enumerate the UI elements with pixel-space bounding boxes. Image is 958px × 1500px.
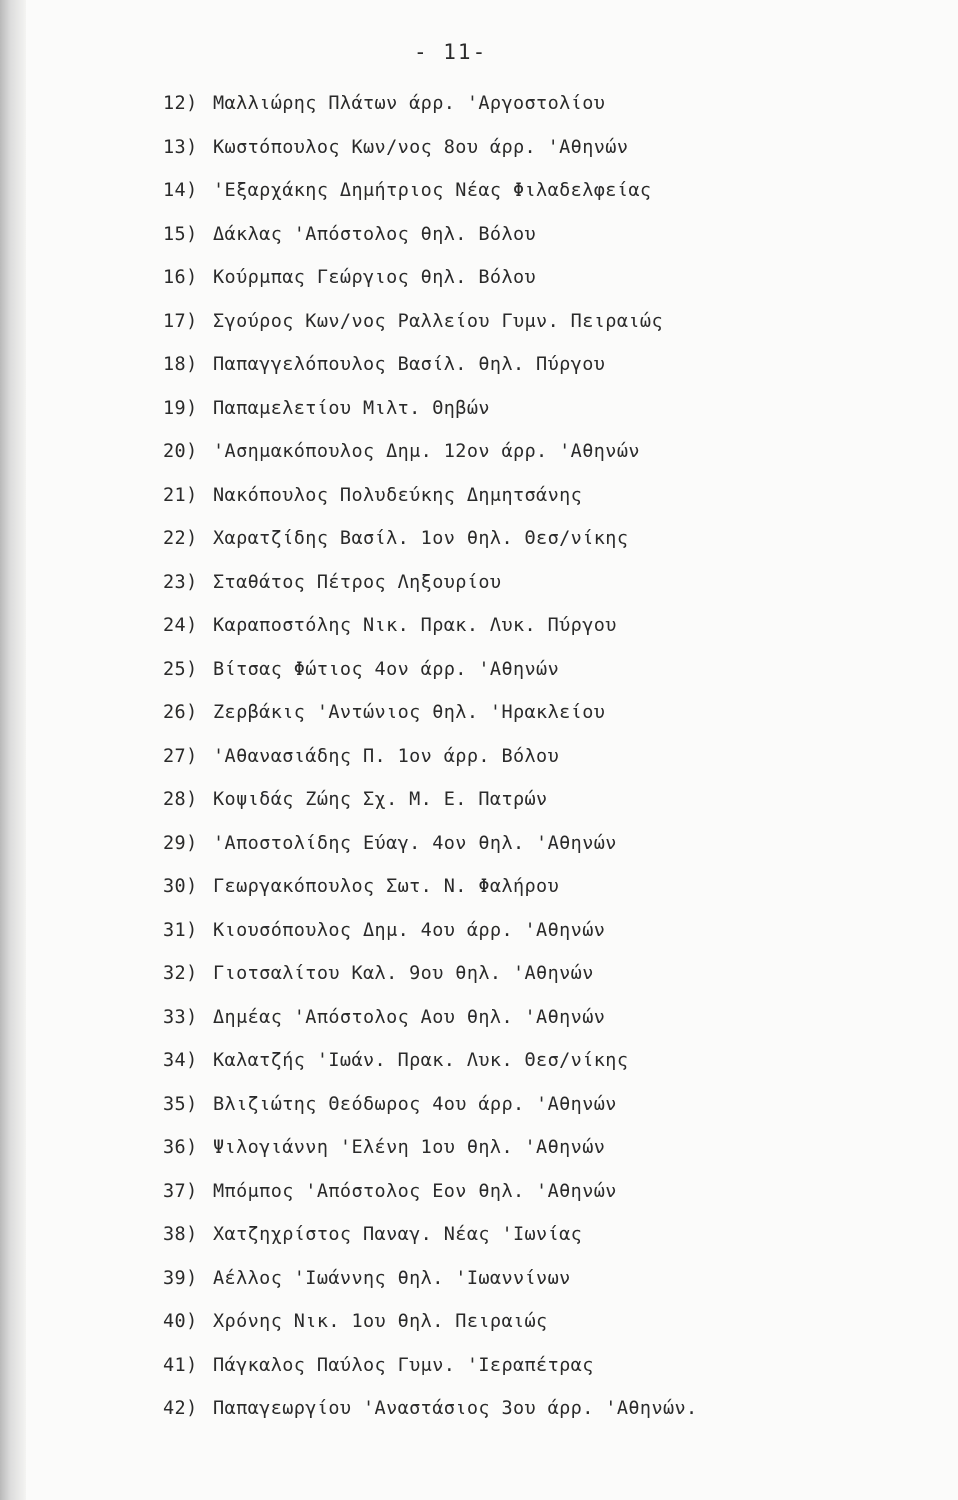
list-item <box>163 1213 803 1257</box>
entry-text: Ζερβάκις 'Αντώνιος θηλ. 'Ηρακλείου <box>213 702 606 723</box>
entry-number: 40) <box>163 1311 198 1332</box>
list-item <box>163 778 803 822</box>
list-item <box>163 169 803 213</box>
list-item <box>163 822 803 866</box>
entry-number: 19) <box>163 397 198 419</box>
entry-number: 30) <box>163 876 198 897</box>
entry-number: 42) <box>163 1398 198 1419</box>
entry-number: 35) <box>163 1093 198 1115</box>
entry-number: 32) <box>163 963 198 984</box>
entry-text: Δημέας 'Απόστολος Αου θηλ. 'Αθηνών <box>213 1006 606 1028</box>
list-item <box>163 1300 803 1344</box>
list-item <box>163 82 803 126</box>
entry-text: 'Εξαρχάκης Δημήτριος Νέας Φιλαδελφείας <box>213 180 652 201</box>
entry-number: 31) <box>163 919 198 941</box>
entry-number: 29) <box>163 832 198 854</box>
entry-text: Ψιλογιάννη 'Ελένη 1ου θηλ. 'Αθηνών <box>213 1137 606 1158</box>
entry-text: Χρόνης Νικ. 1ου θηλ. Πειραιώς <box>213 1311 548 1332</box>
entry-number: 24) <box>163 615 198 636</box>
entry-text: Παπαμελετίου Μιλτ. Θηβών <box>213 397 490 419</box>
entry-number: 25) <box>163 658 198 680</box>
entry-number: 17) <box>163 310 198 332</box>
entry-list <box>163 82 803 1431</box>
entry-text: Σγούρος Κων/νος Ραλλείου Γυμν. Πειραιώς <box>213 310 663 332</box>
list-item <box>163 387 803 431</box>
list-item <box>163 1170 803 1214</box>
entry-number: 18) <box>163 354 198 375</box>
entry-number: 13) <box>163 136 198 158</box>
list-item <box>163 952 803 996</box>
entry-text: Κωστόπουλος Κων/νος 8ου άρρ. 'Αθηνών <box>213 136 629 158</box>
list-item <box>163 1126 803 1170</box>
list-item <box>163 430 803 474</box>
list-item <box>163 691 803 735</box>
list-item <box>163 213 803 257</box>
page-number: - 11- <box>414 40 488 64</box>
list-item <box>163 1083 803 1127</box>
entry-number: 28) <box>163 789 198 810</box>
entry-text: Νακόπουλος Πολυδεύκης Δημητσάνης <box>213 484 583 506</box>
entry-text: Κιουσόπουλος Δημ. 4ου άρρ. 'Αθηνών <box>213 919 606 941</box>
list-item <box>163 474 803 518</box>
entry-text: Γεωργακόπουλος Σωτ. Ν. Φαλήρου <box>213 876 560 897</box>
list-item <box>163 343 803 387</box>
entry-number: 33) <box>163 1006 198 1028</box>
entry-text: Παπαγγελόπουλος Βασίλ. θηλ. Πύργου <box>213 354 606 375</box>
entry-text: Καλατζής 'Ιωάν. Πρακ. Λυκ. Θεσ/νίκης <box>213 1050 629 1071</box>
entry-number: 41) <box>163 1354 198 1376</box>
entry-text: Κοψιδάς Ζώης Σχ. Μ. Ε. Πατρών <box>213 789 548 810</box>
entry-text: Αέλλος 'Ιωάννης θηλ. 'Ιωαννίνων <box>213 1267 571 1289</box>
entry-number: 14) <box>163 180 198 201</box>
entry-number: 20) <box>163 441 198 462</box>
entry-number: 34) <box>163 1050 198 1071</box>
entry-number: 22) <box>163 528 198 549</box>
entry-number: 21) <box>163 484 198 506</box>
list-item <box>163 909 803 953</box>
list-item <box>163 1344 803 1388</box>
entry-number: 36) <box>163 1137 198 1158</box>
entry-number: 38) <box>163 1224 198 1245</box>
entry-text: 'Αποστολίδης Εύαγ. 4ον θηλ. 'Αθηνών <box>213 832 617 854</box>
list-item <box>163 1039 803 1083</box>
entry-text: Δάκλας 'Απόστολος θηλ. Βόλου <box>213 223 537 245</box>
entry-text: Καραποστόλης Νικ. Πρακ. Λυκ. Πύργου <box>213 615 617 636</box>
entry-number: 27) <box>163 745 198 767</box>
scan-shadow-edge <box>0 0 26 1500</box>
list-item <box>163 865 803 909</box>
entry-text: Γιοτσαλίτου Καλ. 9ου θηλ. 'Αθηνών <box>213 963 594 984</box>
entry-text: Χατζηχρίστος Παναγ. Νέας 'Ιωνίας <box>213 1224 583 1245</box>
entry-text: Παπαγεωργίου 'Αναστάσιος 3ου άρρ. 'Αθηνών. <box>213 1398 698 1419</box>
entry-number: 16) <box>163 267 198 288</box>
entry-number: 23) <box>163 571 198 593</box>
list-item <box>163 256 803 300</box>
entry-text: Μπόμπος 'Απόστολος Εον θηλ. 'Αθηνών <box>213 1180 617 1202</box>
entry-text: Βίτσας Φώτιος 4ον άρρ. 'Αθηνών <box>213 658 560 680</box>
entry-text: Πάγκαλος Παύλος Γυμν. 'Ιεραπέτρας <box>213 1354 594 1376</box>
list-item <box>163 1387 803 1431</box>
list-item <box>163 648 803 692</box>
entry-text: 'Αθανασιάδης Π. 1ον άρρ. Βόλου <box>213 745 560 767</box>
list-item <box>163 604 803 648</box>
entry-number: 15) <box>163 223 198 245</box>
entry-number: 37) <box>163 1180 198 1202</box>
list-item <box>163 996 803 1040</box>
entry-text: Μαλλιώρης Πλάτων άρρ. 'Αργοστολίου <box>213 93 606 114</box>
entry-text: 'Ασημακόπουλος Δημ. 12ον άρρ. 'Αθηνών <box>213 441 640 462</box>
entry-text: Βλιζιώτης Θεόδωρος 4ου άρρ. 'Αθηνών <box>213 1093 617 1115</box>
entry-text: Χαρατζίδης Βασίλ. 1ον θηλ. Θεσ/νίκης <box>213 528 629 549</box>
entry-text: Κούρμπας Γεώργιος θηλ. Βόλου <box>213 267 537 288</box>
list-item <box>163 1257 803 1301</box>
list-item <box>163 126 803 170</box>
list-item <box>163 735 803 779</box>
list-item <box>163 561 803 605</box>
entry-number: 39) <box>163 1267 198 1289</box>
list-item <box>163 517 803 561</box>
entry-number: 26) <box>163 702 198 723</box>
entry-text: Σταθάτος Πέτρος Ληξουρίου <box>213 571 502 593</box>
entry-number: 12) <box>163 93 198 114</box>
list-item <box>163 300 803 344</box>
